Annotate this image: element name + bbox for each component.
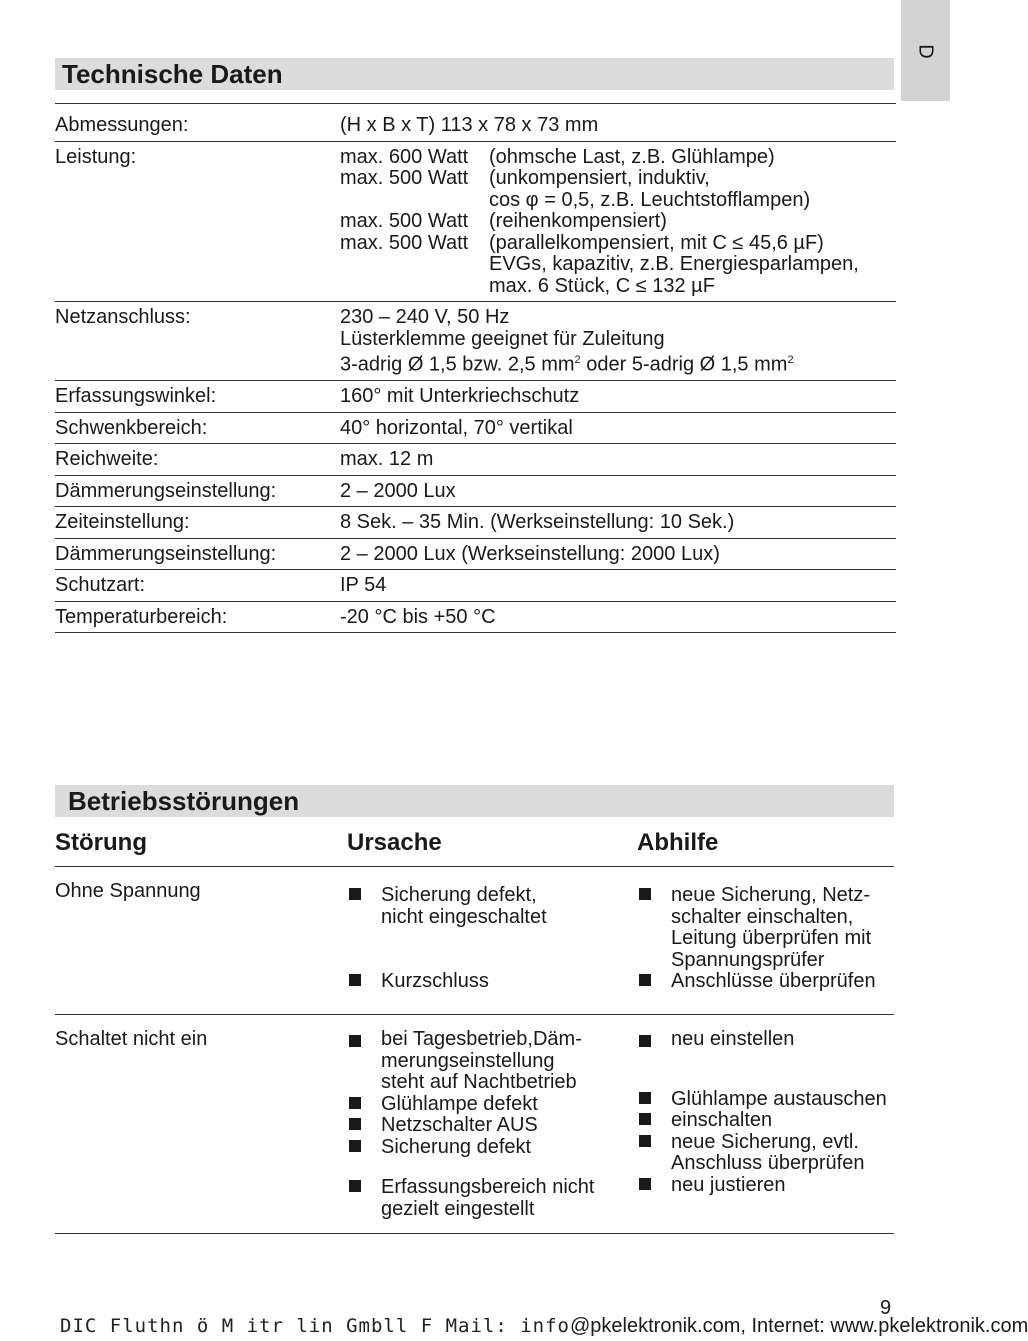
column-header-fault: Störung — [55, 829, 147, 856]
remedy-item — [637, 885, 902, 971]
cause-list — [347, 1029, 627, 1220]
power-desc: max. 6 Stück, C ≤ 132 µF — [489, 274, 715, 297]
cause-text: Erfassungsbereich nicht — [381, 1176, 595, 1198]
remedy-item — [637, 1089, 902, 1111]
power-desc: cos φ = 0,5, z.B. Leuchtstofflampen) — [489, 188, 811, 211]
cause-item — [347, 885, 627, 928]
remedy-text: neu justieren — [671, 1173, 786, 1196]
cause-item — [347, 971, 627, 993]
remedy-text: neue Sicherung, Netz- — [671, 884, 871, 906]
remedy-item — [637, 971, 902, 993]
remedy-item — [637, 1110, 902, 1132]
bullet-square-icon — [639, 1135, 651, 1147]
superscript: 2 — [574, 354, 581, 366]
power-values — [340, 147, 896, 298]
cause-item — [347, 1137, 627, 1159]
cause-list — [347, 885, 627, 993]
fault-name: Schaltet nicht ein — [55, 1028, 208, 1050]
spec-row-power — [55, 142, 896, 303]
cause-text: Netzschalter AUS — [381, 1114, 538, 1136]
bullet-square-icon — [349, 888, 361, 900]
power-amount: max. 600 Watt — [340, 145, 469, 168]
spec-value: 8 Sek. – 35 Min. (Werkseinstellung: 10 Sek.) — [340, 511, 735, 534]
spec-value: IP 54 — [340, 574, 387, 597]
divider — [55, 103, 896, 104]
cause-item — [347, 1177, 627, 1220]
spec-row — [55, 413, 896, 445]
divider — [55, 866, 894, 867]
bullet-square-icon — [639, 1113, 651, 1125]
spec-label: Leistung: — [55, 145, 137, 168]
spec-row — [55, 476, 896, 508]
spec-row-mains — [55, 302, 896, 381]
mains-text: 3-adrig Ø 1,5 bzw. 2,5 mm — [340, 353, 575, 376]
power-desc: (parallelkompensiert, mit C ≤ 45,6 µF) — [489, 231, 824, 254]
spec-row — [55, 602, 896, 634]
column-header-remedy: Abhilfe — [637, 829, 719, 856]
divider — [55, 1233, 894, 1234]
bullet-square-icon — [349, 1118, 361, 1130]
bullet-square-icon — [349, 1097, 361, 1109]
remedy-item — [637, 1029, 902, 1051]
column-header-cause: Ursache — [347, 829, 442, 856]
cause-text: nicht eingeschaltet — [381, 905, 547, 928]
divider — [55, 1014, 894, 1015]
spec-row — [55, 539, 896, 571]
remedy-list — [637, 885, 902, 993]
remedy-text: Anschlüsse überprüfen — [671, 970, 876, 992]
spec-value — [340, 307, 896, 376]
spec-value: max. 12 m — [340, 448, 434, 471]
cause-item — [347, 1094, 627, 1116]
superscript: 2 — [787, 354, 794, 366]
bullet-square-icon — [349, 1035, 361, 1047]
cause-text: gezielt eingestellt — [381, 1197, 535, 1220]
remedy-list — [637, 1029, 902, 1196]
cause-text: Glühlampe defekt — [381, 1092, 538, 1115]
footer-contact-text: @pkelektronik.com, Internet: www.pkelektronik.com — [570, 1315, 1028, 1337]
power-amount: max. 500 Watt — [340, 231, 469, 254]
spec-value: -20 °C bis +50 °C — [340, 605, 496, 628]
power-amount: max. 500 Watt — [340, 167, 469, 189]
bullet-square-icon — [639, 974, 651, 986]
power-desc: (ohmsche Last, z.B. Glühlampe) — [489, 145, 775, 168]
power-desc: (unkompensiert, induktiv, — [489, 167, 710, 189]
page-number: 9 — [880, 1297, 892, 1319]
cause-text: Kurzschluss — [381, 970, 489, 992]
spec-row — [55, 570, 896, 602]
spec-value: (H x B x T) 113 x 78 x 73 mm — [340, 114, 599, 136]
bullet-square-icon — [639, 1178, 651, 1190]
language-tab — [901, 0, 950, 101]
bullet-square-icon — [639, 1092, 651, 1104]
power-desc: EVGs, kapazitiv, z.B. Energiesparlampen, — [489, 253, 859, 275]
cause-item — [347, 1029, 627, 1094]
spec-label: Dämmerungseinstellung: — [55, 542, 277, 565]
spec-value: 2 – 2000 Lux — [340, 479, 456, 502]
remedy-text: Spannungsprüfer — [671, 948, 825, 971]
power-amount: max. 500 Watt — [340, 210, 469, 232]
cause-text: Sicherung defekt, — [381, 884, 537, 906]
bullet-square-icon — [639, 888, 651, 900]
power-desc: (reihenkompensiert) — [489, 210, 667, 232]
bullet-square-icon — [639, 1035, 651, 1047]
spec-row — [55, 110, 896, 142]
cause-text: Sicherung defekt — [381, 1135, 532, 1158]
bullet-square-icon — [349, 1140, 361, 1152]
spec-value: 2 – 2000 Lux (Werkseinstellung: 2000 Lux) — [340, 542, 720, 565]
spec-value: 40° horizontal, 70° vertikal — [340, 416, 573, 439]
remedy-text: einschalten — [671, 1109, 773, 1131]
spec-label: Temperaturbereich: — [55, 605, 228, 628]
spec-row — [55, 381, 896, 413]
spec-label: Abmessungen: — [55, 114, 189, 136]
mains-line: 230 – 240 V, 50 Hz — [340, 306, 510, 328]
cause-text: bei Tagesbetrieb,Däm- — [381, 1028, 582, 1050]
section-title-technical-data: Technische Daten — [55, 58, 894, 90]
mains-line: Lüsterklemme geeignet für Zuleitung — [340, 327, 665, 350]
spec-label: Reichweite: — [55, 448, 159, 471]
remedy-text: Leitung überprüfen mit — [671, 927, 872, 949]
remedy-text: neue Sicherung, evtl. — [671, 1130, 859, 1153]
section-title-faults: Betriebsstörungen — [55, 785, 894, 817]
remedy-text: schalter einschalten, — [671, 905, 854, 928]
remedy-text: Anschluss überprüfen — [671, 1152, 865, 1174]
remedy-text: neu einstellen — [671, 1028, 795, 1050]
spec-row — [55, 507, 896, 539]
spec-table — [55, 110, 896, 633]
remedy-item — [637, 1132, 902, 1175]
spec-label: Schwenkbereich: — [55, 416, 208, 439]
language-tab-label: D — [914, 44, 937, 59]
mains-text: oder 5-adrig Ø 1,5 mm — [586, 353, 788, 376]
footer-garbled-text: DIC Fluthn ö M itr lin Gmbll F Mail: info — [60, 1315, 570, 1337]
cause-text: merungseinstellung — [381, 1049, 555, 1072]
spec-label: Zeiteinstellung: — [55, 511, 190, 534]
mains-line — [340, 350, 896, 376]
spec-value: 160° mit Unterkriechschutz — [340, 385, 580, 408]
bullet-square-icon — [349, 974, 361, 986]
cause-item — [347, 1115, 627, 1137]
spec-label: Schutzart: — [55, 574, 146, 597]
spec-label: Erfassungswinkel: — [55, 385, 217, 408]
remedy-text: Glühlampe austauschen — [671, 1087, 887, 1110]
spec-label: Dämmerungseinstellung: — [55, 479, 277, 502]
remedy-item — [637, 1175, 902, 1197]
cause-text: steht auf Nachtbetrieb — [381, 1071, 577, 1093]
spec-row — [55, 444, 896, 476]
bullet-square-icon — [349, 1180, 361, 1192]
fault-name: Ohne Spannung — [55, 880, 201, 902]
footer-contact — [60, 1315, 1028, 1338]
spec-label: Netzanschluss: — [55, 306, 191, 328]
